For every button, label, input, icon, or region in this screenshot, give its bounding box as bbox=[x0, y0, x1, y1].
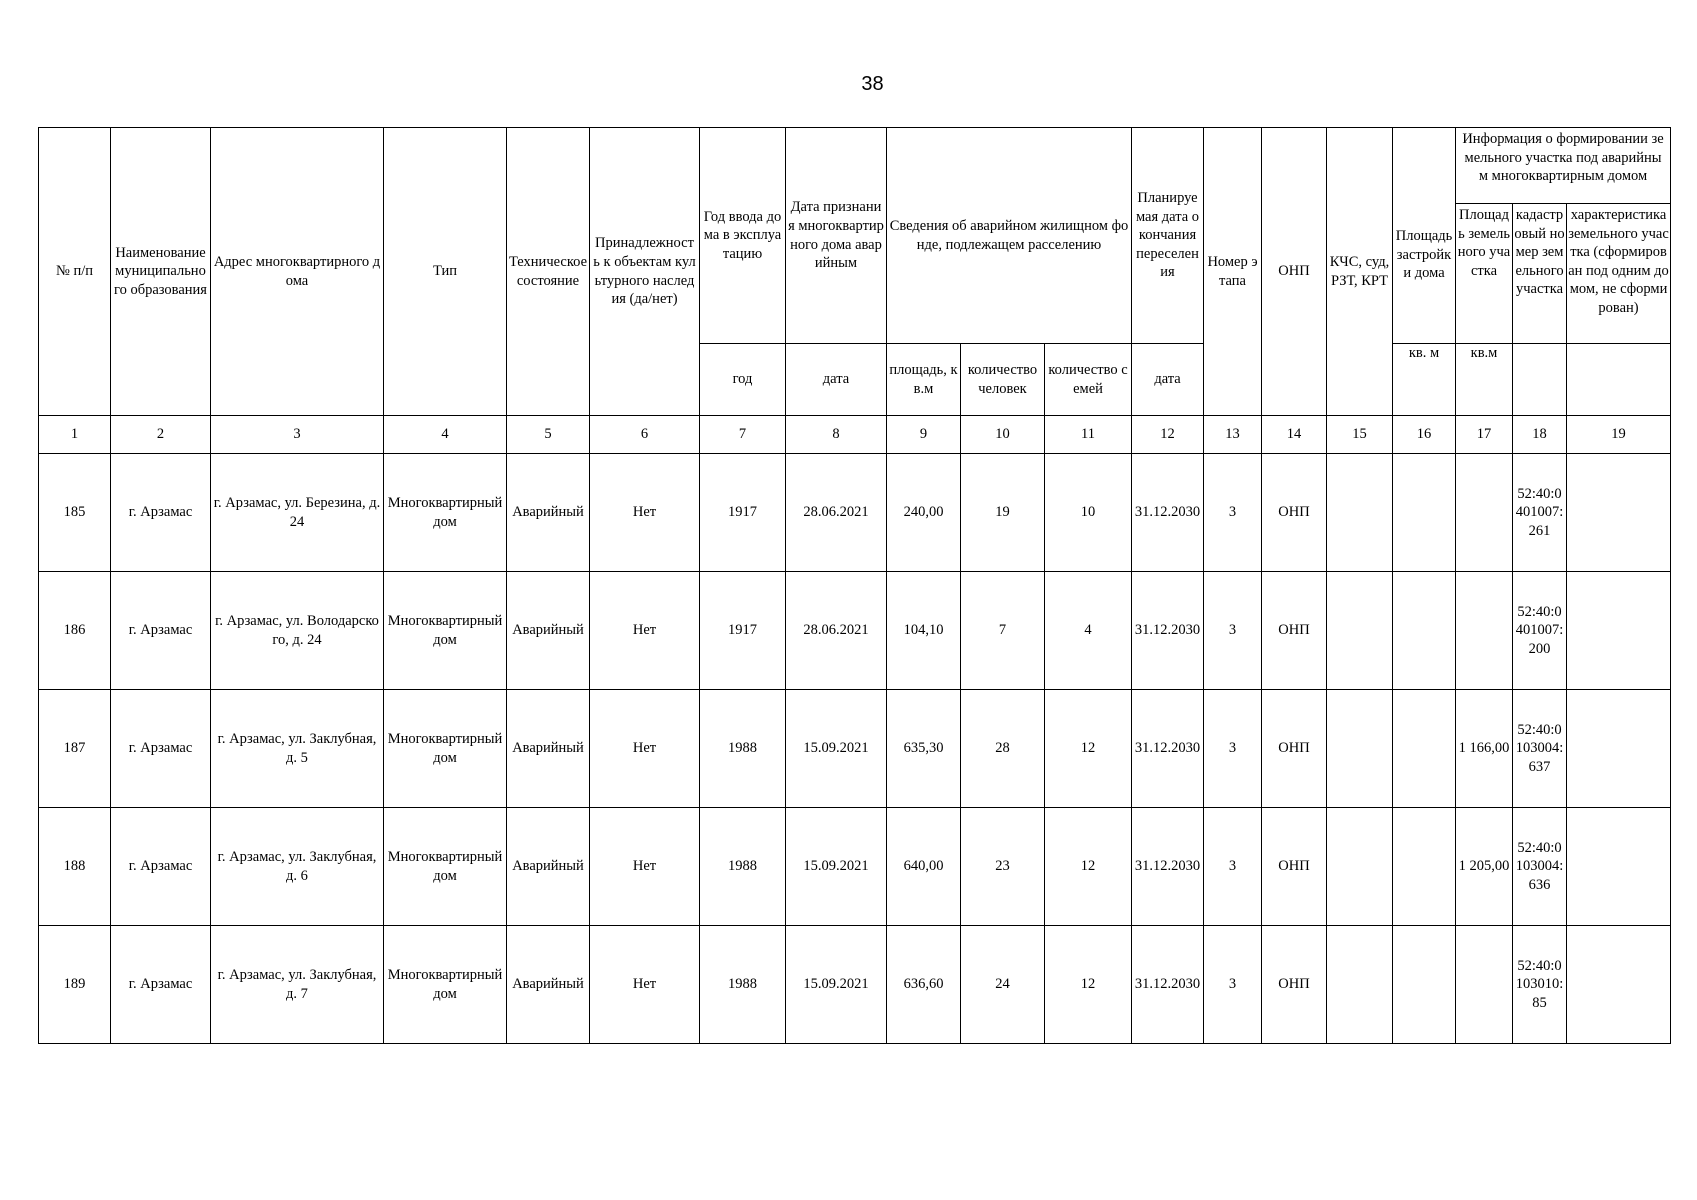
header-land-area: Площадь земельного участка bbox=[1456, 204, 1513, 343]
table-row bbox=[39, 690, 1671, 808]
cell-onp: ОНП bbox=[1262, 690, 1327, 808]
header-sub-date2: дата bbox=[1132, 344, 1204, 416]
col-number: 16 bbox=[1393, 416, 1456, 454]
cell-state: Аварийный bbox=[507, 808, 590, 926]
cell-municipality: г. Арзамас bbox=[111, 926, 211, 1044]
cell-land-char bbox=[1567, 690, 1671, 808]
col-number: 1 bbox=[39, 416, 111, 454]
cell-date: 15.09.2021 bbox=[786, 808, 887, 926]
cell-planned: 31.12.2030 bbox=[1132, 454, 1204, 572]
header-sub-year: год bbox=[700, 344, 786, 416]
cell-people: 24 bbox=[961, 926, 1045, 1044]
cell-families: 10 bbox=[1045, 454, 1132, 572]
cell-type: Многоквартирный дом bbox=[384, 690, 507, 808]
header-num: № п/п bbox=[39, 128, 111, 416]
cell-year: 1988 bbox=[700, 690, 786, 808]
cell-built-area bbox=[1393, 926, 1456, 1044]
cell-built-area bbox=[1393, 572, 1456, 690]
cell-address: г. Арзамас, ул. Заклубная, д. 7 bbox=[211, 926, 384, 1044]
col-number: 17 bbox=[1456, 416, 1513, 454]
header-stage: Номер этапа bbox=[1204, 128, 1262, 416]
cell-area: 636,60 bbox=[887, 926, 961, 1044]
cell-state: Аварийный bbox=[507, 572, 590, 690]
cell-area: 640,00 bbox=[887, 808, 961, 926]
col-number: 6 bbox=[590, 416, 700, 454]
cell-kchs bbox=[1327, 808, 1393, 926]
cell-address: г. Арзамас, ул. Володарского, д. 24 bbox=[211, 572, 384, 690]
col-number: 12 bbox=[1132, 416, 1204, 454]
emergency-housing-table bbox=[38, 127, 1671, 1044]
cell-land-char bbox=[1567, 454, 1671, 572]
cell-date: 15.09.2021 bbox=[786, 690, 887, 808]
col-number: 3 bbox=[211, 416, 384, 454]
cell-cadastral: 52:40:0103010:85 bbox=[1513, 926, 1567, 1044]
table-body bbox=[39, 454, 1671, 1044]
cell-heritage: Нет bbox=[590, 690, 700, 808]
column-numbers-row bbox=[39, 416, 1671, 454]
cell-planned: 31.12.2030 bbox=[1132, 808, 1204, 926]
cell-cadastral: 52:40:0103004:637 bbox=[1513, 690, 1567, 808]
col-number: 11 bbox=[1045, 416, 1132, 454]
cell-num: 187 bbox=[39, 690, 111, 808]
cell-type: Многоквартирный дом bbox=[384, 926, 507, 1044]
cell-heritage: Нет bbox=[590, 572, 700, 690]
cell-kchs bbox=[1327, 454, 1393, 572]
cell-families: 12 bbox=[1045, 808, 1132, 926]
header-year-built: Год ввода дома в эксплуатацию bbox=[700, 128, 786, 344]
col-number: 5 bbox=[507, 416, 590, 454]
table-row bbox=[39, 808, 1671, 926]
cell-address: г. Арзамас, ул. Заклубная, д. 5 bbox=[211, 690, 384, 808]
header-municipality: Наименование муниципального образования bbox=[111, 128, 211, 416]
col-number: 10 bbox=[961, 416, 1045, 454]
header-kchs: КЧС, суд, РЗТ, КРТ bbox=[1327, 128, 1393, 416]
cell-built-area bbox=[1393, 454, 1456, 572]
cell-type: Многоквартирный дом bbox=[384, 808, 507, 926]
cell-people: 28 bbox=[961, 690, 1045, 808]
cell-num: 186 bbox=[39, 572, 111, 690]
header-cadastral: кадастровый номер земельного участка bbox=[1513, 204, 1567, 343]
header-sub-area: площадь, кв.м bbox=[887, 344, 961, 416]
cell-families: 4 bbox=[1045, 572, 1132, 690]
cell-onp: ОНП bbox=[1262, 454, 1327, 572]
cell-land-area bbox=[1456, 926, 1513, 1044]
cell-onp: ОНП bbox=[1262, 572, 1327, 690]
header-planned-date: Планируемая дата окончания переселения bbox=[1132, 128, 1204, 344]
cell-date: 28.06.2021 bbox=[786, 454, 887, 572]
cell-kchs bbox=[1327, 572, 1393, 690]
header-resettlement-info: Сведения об аварийном жилищном фонде, подлежащем расселению bbox=[887, 128, 1132, 344]
cell-heritage: Нет bbox=[590, 926, 700, 1044]
cell-state: Аварийный bbox=[507, 454, 590, 572]
cell-land-area: 1 166,00 bbox=[1456, 690, 1513, 808]
cell-people: 23 bbox=[961, 808, 1045, 926]
cell-year: 1988 bbox=[700, 926, 786, 1044]
col-number: 15 bbox=[1327, 416, 1393, 454]
header-address: Адрес многоквартирного дома bbox=[211, 128, 384, 416]
cell-people: 19 bbox=[961, 454, 1045, 572]
cell-area: 104,10 bbox=[887, 572, 961, 690]
cell-stage: 3 bbox=[1204, 926, 1262, 1044]
cell-onp: ОНП bbox=[1262, 808, 1327, 926]
cell-land-char bbox=[1567, 926, 1671, 1044]
cell-stage: 3 bbox=[1204, 808, 1262, 926]
cell-type: Многоквартирный дом bbox=[384, 572, 507, 690]
header-land-info-title: Информация о формировании земельного участка под аварийным многоквартирным домом bbox=[1456, 128, 1670, 204]
cell-families: 12 bbox=[1045, 926, 1132, 1044]
header-sub-families: количество семей bbox=[1045, 344, 1132, 416]
col-number: 4 bbox=[384, 416, 507, 454]
col-number: 13 bbox=[1204, 416, 1262, 454]
table-row bbox=[39, 572, 1671, 690]
col-number: 2 bbox=[111, 416, 211, 454]
cell-kchs bbox=[1327, 690, 1393, 808]
cell-heritage: Нет bbox=[590, 808, 700, 926]
cell-address: г. Арзамас, ул. Заклубная, д. 6 bbox=[211, 808, 384, 926]
header-sub-sqm: кв. м bbox=[1393, 344, 1456, 416]
cell-year: 1988 bbox=[700, 808, 786, 926]
header-land-char: характеристика земельного участка (сформирован под одним домом, не сформирован) bbox=[1568, 207, 1669, 316]
cell-address: г. Арзамас, ул. Березина, д. 24 bbox=[211, 454, 384, 572]
cell-cadastral: 52:40:0103004:636 bbox=[1513, 808, 1567, 926]
cell-land-area bbox=[1456, 572, 1513, 690]
header-sub-sqm2: кв.м bbox=[1456, 344, 1513, 416]
cell-municipality: г. Арзамас bbox=[111, 808, 211, 926]
col-number: 9 bbox=[887, 416, 961, 454]
header-sub-people: количество человек bbox=[961, 344, 1045, 416]
cell-land-area bbox=[1456, 454, 1513, 572]
cell-planned: 31.12.2030 bbox=[1132, 926, 1204, 1044]
cell-planned: 31.12.2030 bbox=[1132, 690, 1204, 808]
col-number: 8 bbox=[786, 416, 887, 454]
col-number: 14 bbox=[1262, 416, 1327, 454]
header-onp: ОНП bbox=[1262, 128, 1327, 416]
cell-kchs bbox=[1327, 926, 1393, 1044]
header-type: Тип bbox=[384, 128, 507, 416]
cell-stage: 3 bbox=[1204, 690, 1262, 808]
cell-state: Аварийный bbox=[507, 926, 590, 1044]
cell-num: 189 bbox=[39, 926, 111, 1044]
page-number: 38 bbox=[861, 73, 884, 95]
table-row bbox=[39, 926, 1671, 1044]
cell-area: 240,00 bbox=[887, 454, 961, 572]
cell-num: 185 bbox=[39, 454, 111, 572]
cell-onp: ОНП bbox=[1262, 926, 1327, 1044]
header-tech-state: Техническое состояние bbox=[507, 128, 590, 416]
cell-cadastral: 52:40:0401007:261 bbox=[1513, 454, 1567, 572]
col-number: 19 bbox=[1567, 416, 1671, 454]
cell-area: 635,30 bbox=[887, 690, 961, 808]
cell-state: Аварийный bbox=[507, 690, 590, 808]
cell-cadastral: 52:40:0401007:200 bbox=[1513, 572, 1567, 690]
cell-heritage: Нет bbox=[590, 454, 700, 572]
cell-people: 7 bbox=[961, 572, 1045, 690]
cell-land-char bbox=[1567, 572, 1671, 690]
cell-land-char bbox=[1567, 808, 1671, 926]
col-number: 18 bbox=[1513, 416, 1567, 454]
cell-land-area: 1 205,00 bbox=[1456, 808, 1513, 926]
header-land-info bbox=[1456, 128, 1671, 344]
cell-num: 188 bbox=[39, 808, 111, 926]
header-built-area: Площадь застройки дома bbox=[1393, 128, 1456, 344]
cell-municipality: г. Арзамас bbox=[111, 572, 211, 690]
table-row bbox=[39, 454, 1671, 572]
col-number: 7 bbox=[700, 416, 786, 454]
cell-municipality: г. Арзамас bbox=[111, 454, 211, 572]
cell-built-area bbox=[1393, 690, 1456, 808]
header-recognition-date: Дата признания многоквартирного дома аварийным bbox=[786, 128, 887, 344]
header-sub-date: дата bbox=[786, 344, 887, 416]
cell-stage: 3 bbox=[1204, 572, 1262, 690]
cell-date: 28.06.2021 bbox=[786, 572, 887, 690]
cell-year: 1917 bbox=[700, 454, 786, 572]
cell-type: Многоквартирный дом bbox=[384, 454, 507, 572]
cell-stage: 3 bbox=[1204, 454, 1262, 572]
cell-built-area bbox=[1393, 808, 1456, 926]
cell-planned: 31.12.2030 bbox=[1132, 572, 1204, 690]
cell-municipality: г. Арзамас bbox=[111, 690, 211, 808]
cell-families: 12 bbox=[1045, 690, 1132, 808]
cell-date: 15.09.2021 bbox=[786, 926, 887, 1044]
cell-year: 1917 bbox=[700, 572, 786, 690]
header-heritage: Принадлежность к объектам культурного наследия (да/нет) bbox=[590, 128, 700, 416]
